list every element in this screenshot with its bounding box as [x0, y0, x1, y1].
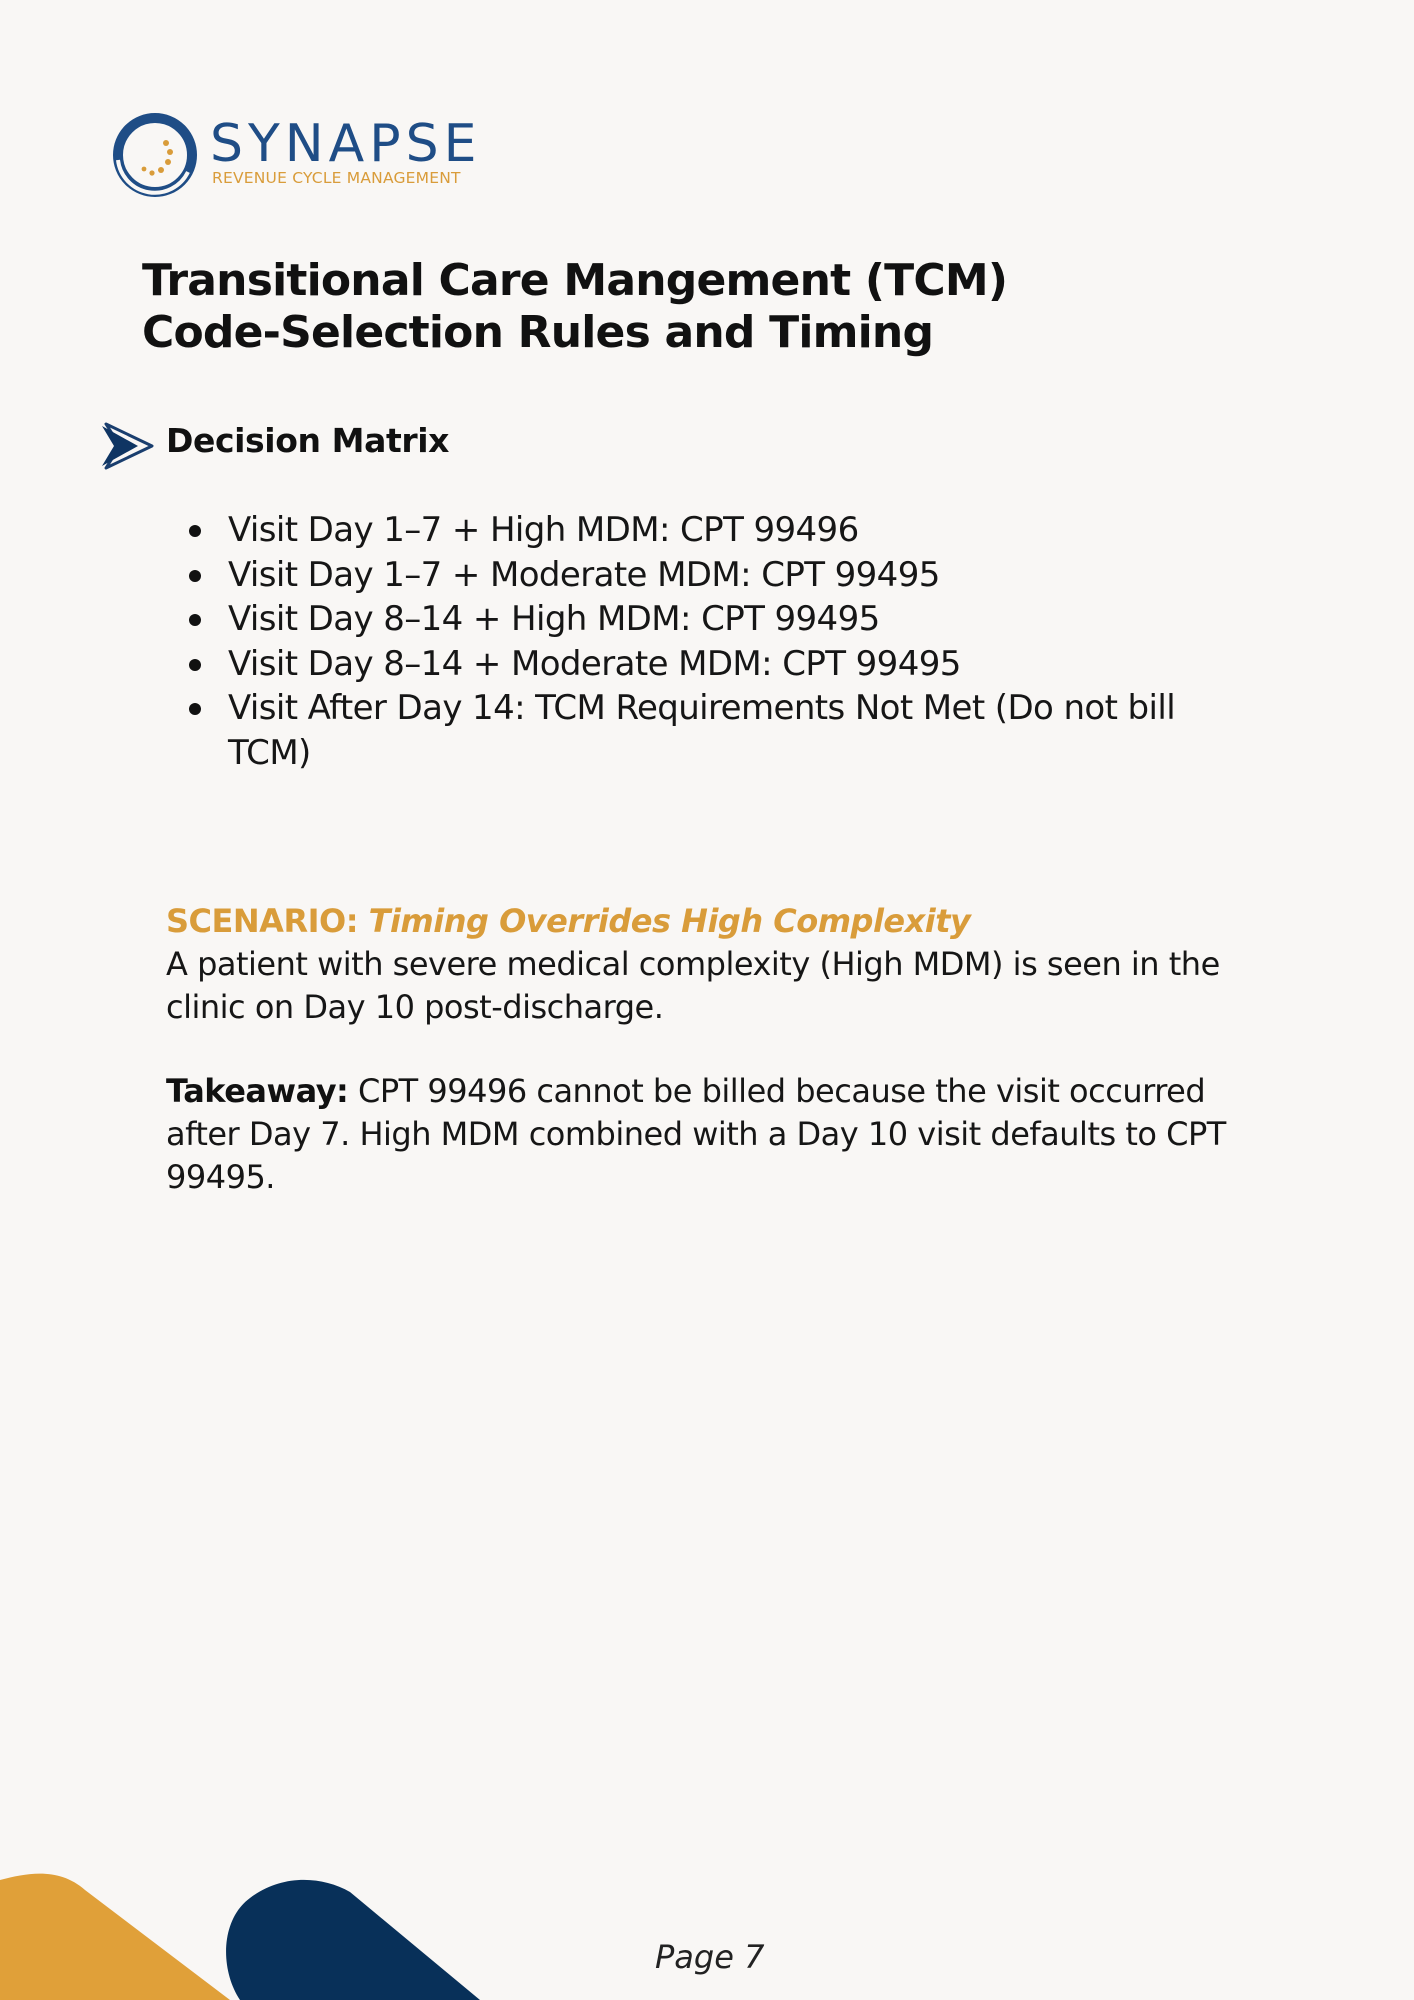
page-title-line-1: Transitional Care Mangement (TCM): [142, 255, 1008, 306]
scenario-block: [166, 900, 1226, 1199]
logo-wordmark: SYNAPSE: [210, 114, 482, 174]
section-title: Decision Matrix: [166, 421, 450, 460]
footer-navy-shape: [226, 1880, 480, 2000]
footer-decoration: [0, 1860, 520, 2000]
page-title-line-2: Code-Selection Rules and Timing: [142, 307, 934, 358]
list-item: Visit Day 8–14 + Moderate MDM: CPT 99495: [185, 642, 1218, 687]
company-logo: [110, 110, 530, 200]
scenario-title: Timing Overrides High Complexity: [368, 902, 971, 940]
chevron-arrow-icon: [100, 420, 160, 472]
scenario-heading: [166, 900, 1226, 943]
synapse-logo-icon: [110, 110, 200, 200]
takeaway-label: Takeaway:: [166, 1072, 349, 1110]
list-item: Visit Day 1–7 + Moderate MDM: CPT 99495: [185, 553, 1218, 598]
footer-gold-shape: [0, 1874, 230, 2000]
logo-tagline: REVENUE CYCLE MANAGEMENT: [212, 169, 461, 187]
list-item: Visit Day 8–14 + High MDM: CPT 99495: [185, 597, 1218, 642]
list-item: Visit After Day 14: TCM Requirements Not Met (Do not bill TCM): [185, 686, 1218, 775]
list-item: Visit Day 1–7 + High MDM: CPT 99496: [185, 508, 1218, 553]
takeaway-paragraph: [166, 1070, 1226, 1199]
scenario-label: SCENARIO:: [166, 902, 358, 940]
decision-matrix-list: [185, 508, 1185, 775]
scenario-body: A patient with severe medical complexity (High MDM) is seen in the clinic on Day 10 post-discharge.: [166, 945, 1220, 1026]
takeaway-text: CPT 99496 cannot be billed because the visit occurred after Day 7. High MDM combined with a Day 10 visit defaults to CPT 99495.: [166, 1072, 1226, 1196]
page-number: Page 7: [655, 1938, 765, 1976]
page-title: [142, 255, 1007, 359]
